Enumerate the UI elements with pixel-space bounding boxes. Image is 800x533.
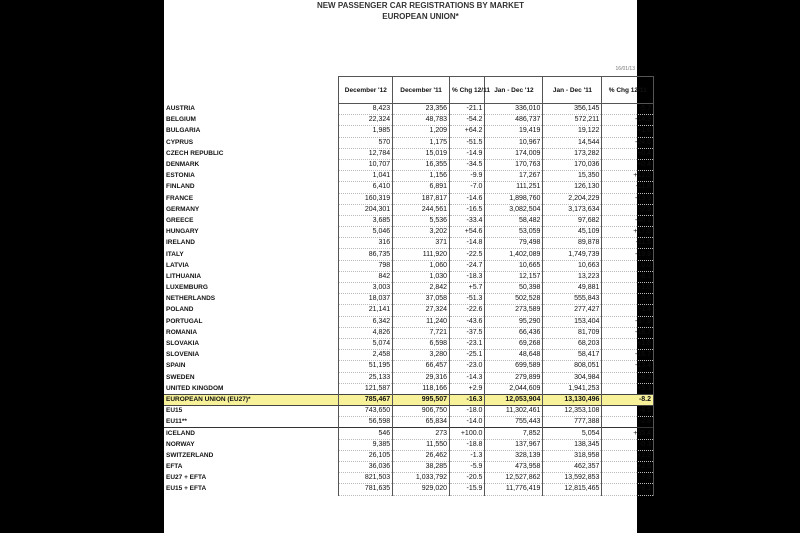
table-row [164,439,654,450]
country-name: POLAND [166,306,194,314]
country-name: GERMANY [166,205,200,213]
chg-ytd-value: +0.4 [602,148,654,159]
chg-dec-value: -37.5 [450,327,485,338]
dec11-value: 23,356 [393,104,450,115]
chg-ytd-value: -19.9 [602,249,654,260]
chg-ytd-value: -37.9 [602,316,654,327]
dec12-value: 51,195 [339,361,393,372]
ytd12-value: 486,737 [485,115,543,126]
ytd11-value: 68,203 [543,338,602,349]
table-row [164,316,654,327]
ytd11-value: 126,130 [543,182,602,193]
chg-ytd-value: -5.7 [602,104,654,115]
dec11-value: 111,920 [393,249,450,260]
country-name: IRELAND [166,239,195,247]
dec11-value: 1,156 [393,171,450,182]
table-row [164,238,654,249]
table-row [164,104,654,115]
chg-ytd-value: -11.8 [602,182,654,193]
chg-ytd-value: +12.5 [602,171,654,182]
country-name: EU15 [164,406,339,417]
country-name: SLOVENIA [166,351,200,359]
dec12-value: 18,037 [339,294,393,305]
chg-dec-value: -51.5 [450,137,485,148]
chg-ytd-value: -2.8 [602,417,654,428]
dec12-value: 121,587 [339,383,393,394]
ytd11-value: 356,145 [543,104,602,115]
chg-ytd-value: -13.9 [602,193,654,204]
chg-ytd-value: -13.4 [602,361,654,372]
dec12-value: 160,319 [339,193,393,204]
ytd12-value: 2,044,609 [485,383,543,394]
ytd12-value: 699,589 [485,361,543,372]
ytd12-value: 10,967 [485,137,543,148]
chg-dec-value: -54.2 [450,115,485,126]
ytd11-value: 12,353,108 [543,406,602,417]
dec12-value: 9,385 [339,439,393,450]
country-name: GREECE [166,216,194,224]
table-row [164,137,654,148]
dec12-value: 21,141 [339,305,393,316]
chg-dec-value: -1.3 [450,450,485,461]
country-name: ICELAND [164,428,339,439]
dec12-value: 546 [339,428,393,439]
chg-dec-value: -24.7 [450,260,485,271]
ytd12-value: 11,302,461 [485,406,543,417]
country-name: ROMANIA [166,328,198,336]
chg-dec-value: -9.9 [450,171,485,182]
dec11-value: 1,209 [393,126,450,137]
ytd12-value: 1,898,760 [485,193,543,204]
dec12-value: 5,074 [339,338,393,349]
country-name: EU15 + EFTA [166,485,207,493]
ytd11-value: 49,881 [543,283,602,294]
dec11-value: 29,316 [393,372,450,383]
dec11-value: 6,891 [393,182,450,193]
ytd11-value: 1,749,739 [543,249,602,260]
ytd11-value: 15,350 [543,171,602,182]
chg-ytd-value: -8.1 [602,484,654,495]
country-name: FRANCE [166,194,194,202]
chg-dec-value: +2.9 [450,383,485,394]
chg-ytd-value: -8.5 [602,406,654,417]
table-row [164,327,654,338]
dec11-value: 1,030 [393,271,450,282]
table-row [164,171,654,182]
ytd12-value: 12,053,904 [485,394,543,405]
table-row [164,115,654,126]
country-name: EUROPEAN UNION (EU27)* [164,394,339,405]
chg-dec-value: -5.9 [450,462,485,473]
ytd11-value: 13,130,496 [543,394,602,405]
dec11-value: 371 [393,238,450,249]
column-header-chg-ytd: % Chg 12/11 [602,77,654,104]
chg-ytd-value: +0.4 [602,159,654,170]
table-row [164,159,654,170]
dec12-value: 2,458 [339,350,393,361]
dec11-value: 1,033,792 [393,473,450,484]
ytd12-value: 79,498 [485,238,543,249]
chg-dec-value: -23.1 [450,338,485,349]
chg-dec-value: +64.2 [450,126,485,137]
table-row [164,473,654,484]
dec11-value: 187,817 [393,193,450,204]
table-row [164,372,654,383]
country-name: SWEDEN [166,373,195,381]
chg-dec-value: -25.1 [450,350,485,361]
dec12-value: 86,735 [339,249,393,260]
country-name: PORTUGAL [166,317,203,325]
country-name: LATVIA [166,261,189,269]
ytd11-value: 304,984 [543,372,602,383]
chg-dec-value: -23.0 [450,361,485,372]
table-row [164,338,654,349]
dec12-value: 3,003 [339,283,393,294]
ytd11-value: 555,843 [543,294,602,305]
chg-dec-value: -33.4 [450,215,485,226]
dec11-value: 16,355 [393,159,450,170]
chg-ytd-value: +17.6 [602,227,654,238]
dec11-value: 929,020 [393,484,450,495]
dec11-value: 11,550 [393,439,450,450]
country-name: CYPRUS [166,138,194,146]
table-row [164,383,654,394]
table-row [164,204,654,215]
ytd11-value: 3,173,634 [543,204,602,215]
chg-ytd-value: -7.8 [602,473,654,484]
ytd12-value: 53,059 [485,227,543,238]
ytd12-value: 111,251 [485,182,543,193]
ytd11-value: 808,051 [543,361,602,372]
dec11-value: 37,058 [393,294,450,305]
chg-ytd-value: +1.0 [602,283,654,294]
dec11-value: 3,280 [393,350,450,361]
country-name: HUNGARY [166,228,199,236]
registrations-table [164,76,654,496]
country-name: CZECH REPUBLIC [166,149,224,157]
table-row [164,294,654,305]
dec12-value: 570 [339,137,393,148]
dec11-value: 26,462 [393,450,450,461]
ytd12-value: 19,419 [485,126,543,137]
dec12-value: 743,650 [339,406,393,417]
ytd11-value: 318,958 [543,450,602,461]
column-header-dec11: December '11 [393,77,450,104]
country-name: FINLAND [166,183,195,191]
chg-dec-value: -18.3 [450,271,485,282]
country-name: DENMARK [166,161,200,169]
ytd12-value: 170,763 [485,159,543,170]
ytd12-value: 12,527,862 [485,473,543,484]
chg-ytd-value: -0.3 [602,439,654,450]
chg-dec-value: -14.0 [450,417,485,428]
table-row [164,249,654,260]
chg-dec-value: -16.5 [450,204,485,215]
dec11-value: 2,842 [393,283,450,294]
ytd11-value: 13,592,853 [543,473,602,484]
dec12-value: 4,826 [339,327,393,338]
chg-dec-value: -16.3 [450,394,485,405]
table-header-row [164,77,654,104]
ytd12-value: 7,852 [485,428,543,439]
dec11-value: 273 [393,428,450,439]
ytd11-value: 462,357 [543,462,602,473]
dec12-value: 1,985 [339,126,393,137]
ytd11-value: 19,122 [543,126,602,137]
dec11-value: 7,721 [393,327,450,338]
ytd11-value: 170,036 [543,159,602,170]
chg-ytd-value: -1.4 [602,305,654,316]
chg-ytd-value: +5.3 [602,383,654,394]
ytd12-value: 1,402,089 [485,249,543,260]
dec12-value: 12,784 [339,148,393,159]
chg-ytd-value: -18.7 [602,327,654,338]
chg-ytd-value: -24.6 [602,137,654,148]
table-row [164,227,654,238]
table-row [164,193,654,204]
date-stamp: 16/01/13 [615,66,635,72]
ytd11-value: 13,223 [543,271,602,282]
chg-dec-value: -14.8 [450,238,485,249]
dec11-value: 11,240 [393,316,450,327]
dec12-value: 798 [339,260,393,271]
dec11-value: 1,060 [393,260,450,271]
ytd12-value: 755,443 [485,417,543,428]
country-name: SWITZERLAND [166,451,214,459]
ytd11-value: 2,204,229 [543,193,602,204]
ytd12-value: 69,268 [485,338,543,349]
report-title: NEW PASSENGER CAR REGISTRATIONS BY MARKET [316,1,525,10]
chg-dec-value: -43.6 [450,316,485,327]
ytd11-value: 10,663 [543,260,602,271]
dec12-value: 316 [339,238,393,249]
dec11-value: 15,019 [393,148,450,159]
column-header-chg-dec: % Chg 12/11 [450,77,485,104]
table-body [164,104,654,496]
dec12-value: 36,036 [339,462,393,473]
country-column-header [164,77,339,104]
ytd12-value: 174,009 [485,148,543,159]
chg-ytd-value: -16.7 [602,350,654,361]
country-name: LITHUANIA [166,272,202,280]
ytd12-value: 12,157 [485,271,543,282]
ytd11-value: 89,878 [543,238,602,249]
chg-ytd-value: +1.6 [602,338,654,349]
ytd11-value: 173,282 [543,148,602,159]
dec12-value: 22,324 [339,115,393,126]
country-name: SLOVAKIA [166,340,200,348]
chg-ytd-value: +55.4 [602,428,654,439]
column-header-dec12: December '12 [339,77,393,104]
chg-ytd-value: -8.2 [602,394,654,405]
dec12-value: 8,423 [339,104,393,115]
country-name: EU27 + EFTA [166,474,207,482]
chg-ytd-value: -8.2 [602,372,654,383]
table-row [164,305,654,316]
ytd11-value: 153,404 [543,316,602,327]
table-row [164,361,654,372]
dec11-value: 5,536 [393,215,450,226]
country-name: EFTA [166,463,183,471]
chg-dec-value: -18.8 [450,439,485,450]
chg-ytd-value: 0.0 [602,260,654,271]
dec11-value: 6,598 [393,338,450,349]
table-row [164,428,654,439]
dec11-value: 65,834 [393,417,450,428]
chg-dec-value: +5.7 [450,283,485,294]
dec12-value: 5,046 [339,227,393,238]
dec12-value: 26,105 [339,450,393,461]
ytd12-value: 66,436 [485,327,543,338]
dec11-value: 995,507 [393,394,450,405]
chg-ytd-value: +1.6 [602,126,654,137]
country-name: SPAIN [166,362,186,370]
table-row [164,406,654,417]
dec12-value: 25,133 [339,372,393,383]
chg-ytd-value: -8.1 [602,271,654,282]
report-subtitle: EUROPEAN UNION* [382,12,459,21]
chg-ytd-value: +2.9 [602,450,654,461]
chg-dec-value: -34.5 [450,159,485,170]
table-row [164,450,654,461]
ytd11-value: 1,941,253 [543,383,602,394]
dec12-value: 821,503 [339,473,393,484]
chg-dec-value: -21.1 [450,104,485,115]
dec12-value: 781,635 [339,484,393,495]
ytd12-value: 279,899 [485,372,543,383]
chg-dec-value: -18.0 [450,406,485,417]
ytd12-value: 328,139 [485,450,543,461]
ytd12-value: 502,528 [485,294,543,305]
chg-dec-value: -20.5 [450,473,485,484]
ytd12-value: 17,267 [485,171,543,182]
chg-dec-value: -22.5 [450,249,485,260]
ytd12-value: 11,776,419 [485,484,543,495]
chg-dec-value: -14.3 [450,372,485,383]
dec11-value: 48,783 [393,115,450,126]
dec12-value: 56,598 [339,417,393,428]
table-row [164,126,654,137]
country-name: LUXEMBURG [166,284,208,292]
table-row [164,271,654,282]
ytd11-value: 777,388 [543,417,602,428]
table-row [164,417,654,428]
table-row [164,484,654,495]
ytd12-value: 473,958 [485,462,543,473]
dec12-value: 6,410 [339,182,393,193]
table-row [164,462,654,473]
ytd11-value: 277,427 [543,305,602,316]
chg-ytd-value: -9.6 [602,294,654,305]
country-name: EU11** [166,418,187,426]
registration-report-page [164,0,651,533]
dec12-value: 842 [339,271,393,282]
ytd12-value: 95,290 [485,316,543,327]
ytd12-value: 137,967 [485,439,543,450]
country-name: ITALY [166,250,184,258]
ytd11-value: 5,054 [543,428,602,439]
dec11-value: 906,750 [393,406,450,417]
ytd12-value: 336,010 [485,104,543,115]
chg-ytd-value: -11.5 [602,238,654,249]
table-row [164,350,654,361]
table-row [164,283,654,294]
chg-dec-value: -14.9 [450,148,485,159]
ytd11-value: 81,709 [543,327,602,338]
ytd11-value: 572,211 [543,115,602,126]
ytd11-value: 45,109 [543,227,602,238]
ytd12-value: 273,589 [485,305,543,316]
country-name: NETHERLANDS [166,295,216,303]
dec12-value: 204,301 [339,204,393,215]
country-name: AUSTRIA [166,105,195,113]
country-name: ESTONIA [166,172,195,180]
country-name: BELGIUM [166,116,196,124]
dec12-value: 6,342 [339,316,393,327]
ytd11-value: 12,815,465 [543,484,602,495]
chg-ytd-value: -14.9 [602,115,654,126]
chg-ytd-value: +2.5 [602,462,654,473]
table-row [164,215,654,226]
ytd11-value: 58,417 [543,350,602,361]
dec12-value: 3,685 [339,215,393,226]
dec11-value: 118,166 [393,383,450,394]
table-row [164,394,654,405]
dec11-value: 3,202 [393,227,450,238]
dec12-value: 785,467 [339,394,393,405]
chg-ytd-value: -40.1 [602,215,654,226]
table-row [164,148,654,159]
ytd12-value: 50,398 [485,283,543,294]
country-name: UNITED KINGDOM [166,384,224,392]
ytd11-value: 14,544 [543,137,602,148]
dec12-value: 1,041 [339,171,393,182]
chg-dec-value: -51.3 [450,294,485,305]
chg-dec-value: +100.0 [450,428,485,439]
column-header-ytd12: Jan - Dec '12 [485,77,543,104]
ytd12-value: 3,082,504 [485,204,543,215]
chg-dec-value: -15.9 [450,484,485,495]
dec12-value: 10,707 [339,159,393,170]
dec11-value: 27,324 [393,305,450,316]
table-row [164,182,654,193]
ytd11-value: 97,682 [543,215,602,226]
dec11-value: 38,285 [393,462,450,473]
country-name: NORWAY [166,440,195,448]
column-header-ytd11: Jan - Dec '11 [543,77,602,104]
chg-dec-value: +54.6 [450,227,485,238]
country-name: BULGARIA [166,127,201,135]
chg-dec-value: -22.6 [450,305,485,316]
dec11-value: 66,457 [393,361,450,372]
chg-ytd-value: -2.9 [602,204,654,215]
table-row [164,260,654,271]
dec11-value: 1,175 [393,137,450,148]
ytd12-value: 48,648 [485,350,543,361]
ytd11-value: 138,345 [543,439,602,450]
dec11-value: 244,561 [393,204,450,215]
ytd12-value: 58,482 [485,215,543,226]
chg-dec-value: -7.0 [450,182,485,193]
chg-dec-value: -14.6 [450,193,485,204]
ytd12-value: 10,665 [485,260,543,271]
